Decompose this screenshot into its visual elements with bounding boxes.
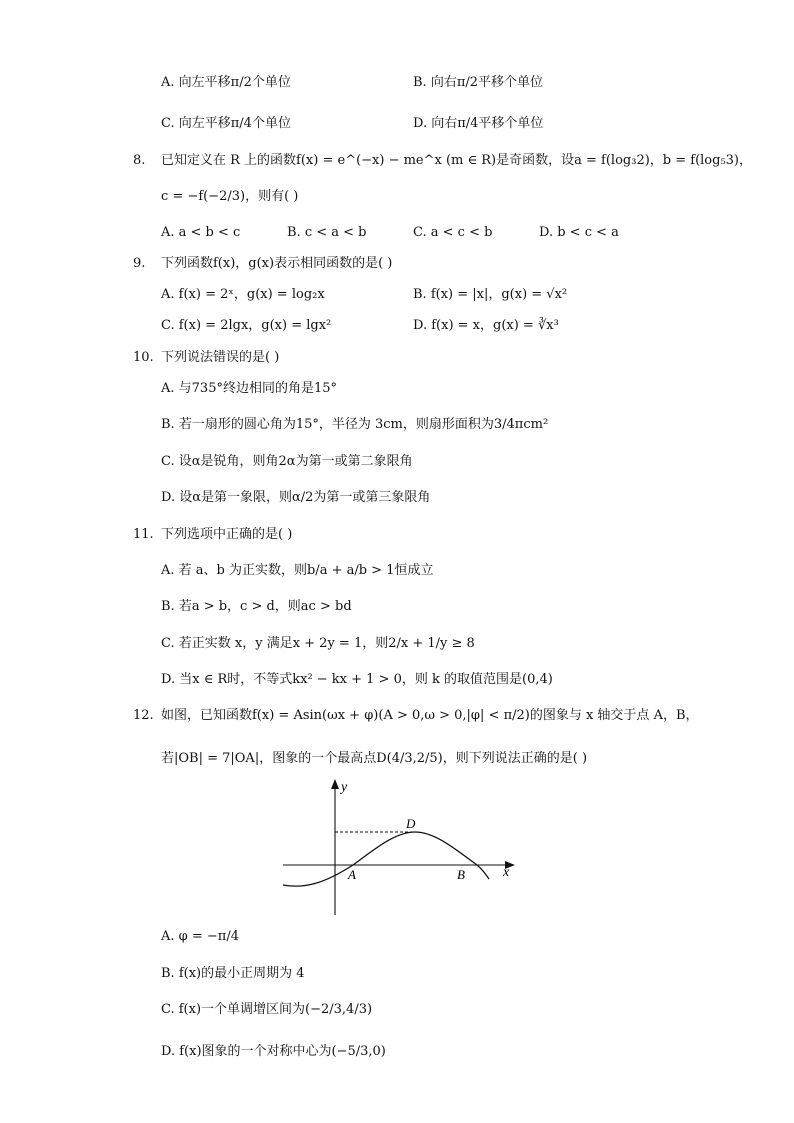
- y-axis-arrow: [331, 779, 339, 789]
- q8-number: 8.: [133, 153, 146, 168]
- q11-option-d: D. 当x ∈ R时，不等式kx² − kx + 1 > 0，则 k 的取值范围是(0,4): [161, 672, 553, 687]
- q9-option-a: A. f(x) = 2ˣ，g(x) = log₂x: [161, 287, 325, 302]
- q11-number: 11.: [133, 527, 154, 542]
- prev-option-a: A. 向左平移π/2个单位: [161, 75, 291, 90]
- q12-stem-line2: 若|OB| = 7|OA|，图象的一个最高点D(4/3,2/5)，则下列说法正确的是( ): [161, 751, 588, 766]
- q9-option-c: C. f(x) = 2lgx，g(x) = lgx²: [161, 318, 332, 333]
- prev-option-d: D. 向右π/4平移个单位: [413, 116, 544, 131]
- q12-option-b: B. f(x)的最小正周期为 4: [161, 966, 305, 981]
- q8-option-b: B. c < a < b: [287, 225, 367, 240]
- q12-stem-line1: 如图，已知函数f(x) = Asin(ωx + φ)(A > 0,ω > 0,|φ| < π/2)的图象与 x 轴交于点 A，B，: [161, 708, 699, 723]
- y-axis-label: y: [341, 780, 348, 795]
- q11-option-c: C. 若正实数 x，y 满足x + 2y = 1，则2/x + 1/y ≥ 8: [161, 636, 475, 651]
- q9-stem: 下列函数f(x)，g(x)表示相同函数的是( ): [161, 256, 393, 271]
- prev-option-c: C. 向左平移π/4个单位: [161, 116, 291, 131]
- q9-option-d: D. f(x) = x，g(x) = ∛x³: [413, 318, 559, 333]
- q12-number: 12.: [133, 708, 154, 723]
- q11-option-b: B. 若a > b，c > d，则ac > bd: [161, 599, 352, 614]
- q10-option-b: B. 若一扇形的圆心角为15°，半径为 3cm，则扇形面积为3/4πcm²: [161, 417, 549, 432]
- q10-option-a: A. 与735°终边相同的角是15°: [161, 381, 338, 396]
- q8-option-d: D. b < c < a: [539, 225, 619, 240]
- prev-option-b: B. 向右π/2平移个单位: [413, 75, 544, 90]
- point-a-label: A: [348, 867, 356, 882]
- q12-option-d: D. f(x)图象的一个对称中心为(−5/3,0): [161, 1044, 386, 1059]
- point-b-label: B: [457, 867, 465, 882]
- q8-stem-line1: 已知定义在 R 上的函数f(x) = e^(−x) − me^x (m ∈ R)是奇函数，设a = f(log₃2)，b = f(log₅3)，: [161, 153, 753, 168]
- sine-graph-figure: [275, 775, 525, 917]
- q9-option-b: B. f(x) = |x|，g(x) = √x²: [413, 287, 568, 302]
- q12-option-c: C. f(x)一个单调增区间为(−2/3,4/3): [161, 1002, 373, 1017]
- q11-stem: 下列选项中正确的是( ): [161, 527, 293, 542]
- q10-option-c: C. 设α是锐角，则角2α为第一或第二象限角: [161, 454, 413, 469]
- q12-option-a: A. φ = −π/4: [161, 929, 239, 944]
- q10-stem: 下列说法错误的是( ): [161, 350, 280, 365]
- q11-option-a: A. 若 a、b 为正实数，则b/a + a/b > 1恒成立: [161, 563, 434, 578]
- q10-option-d: D. 设α是第一象限，则α/2为第一或第三象限角: [161, 490, 431, 505]
- x-axis-label: x: [503, 865, 510, 880]
- q8-option-a: A. a < b < c: [161, 225, 241, 240]
- q9-number: 9.: [133, 256, 146, 271]
- q8-stem-line2: c = −f(−2/3)，则有( ): [161, 189, 299, 204]
- q10-number: 10.: [133, 350, 154, 365]
- q8-option-c: C. a < c < b: [413, 225, 493, 240]
- point-d-label: D: [406, 816, 416, 831]
